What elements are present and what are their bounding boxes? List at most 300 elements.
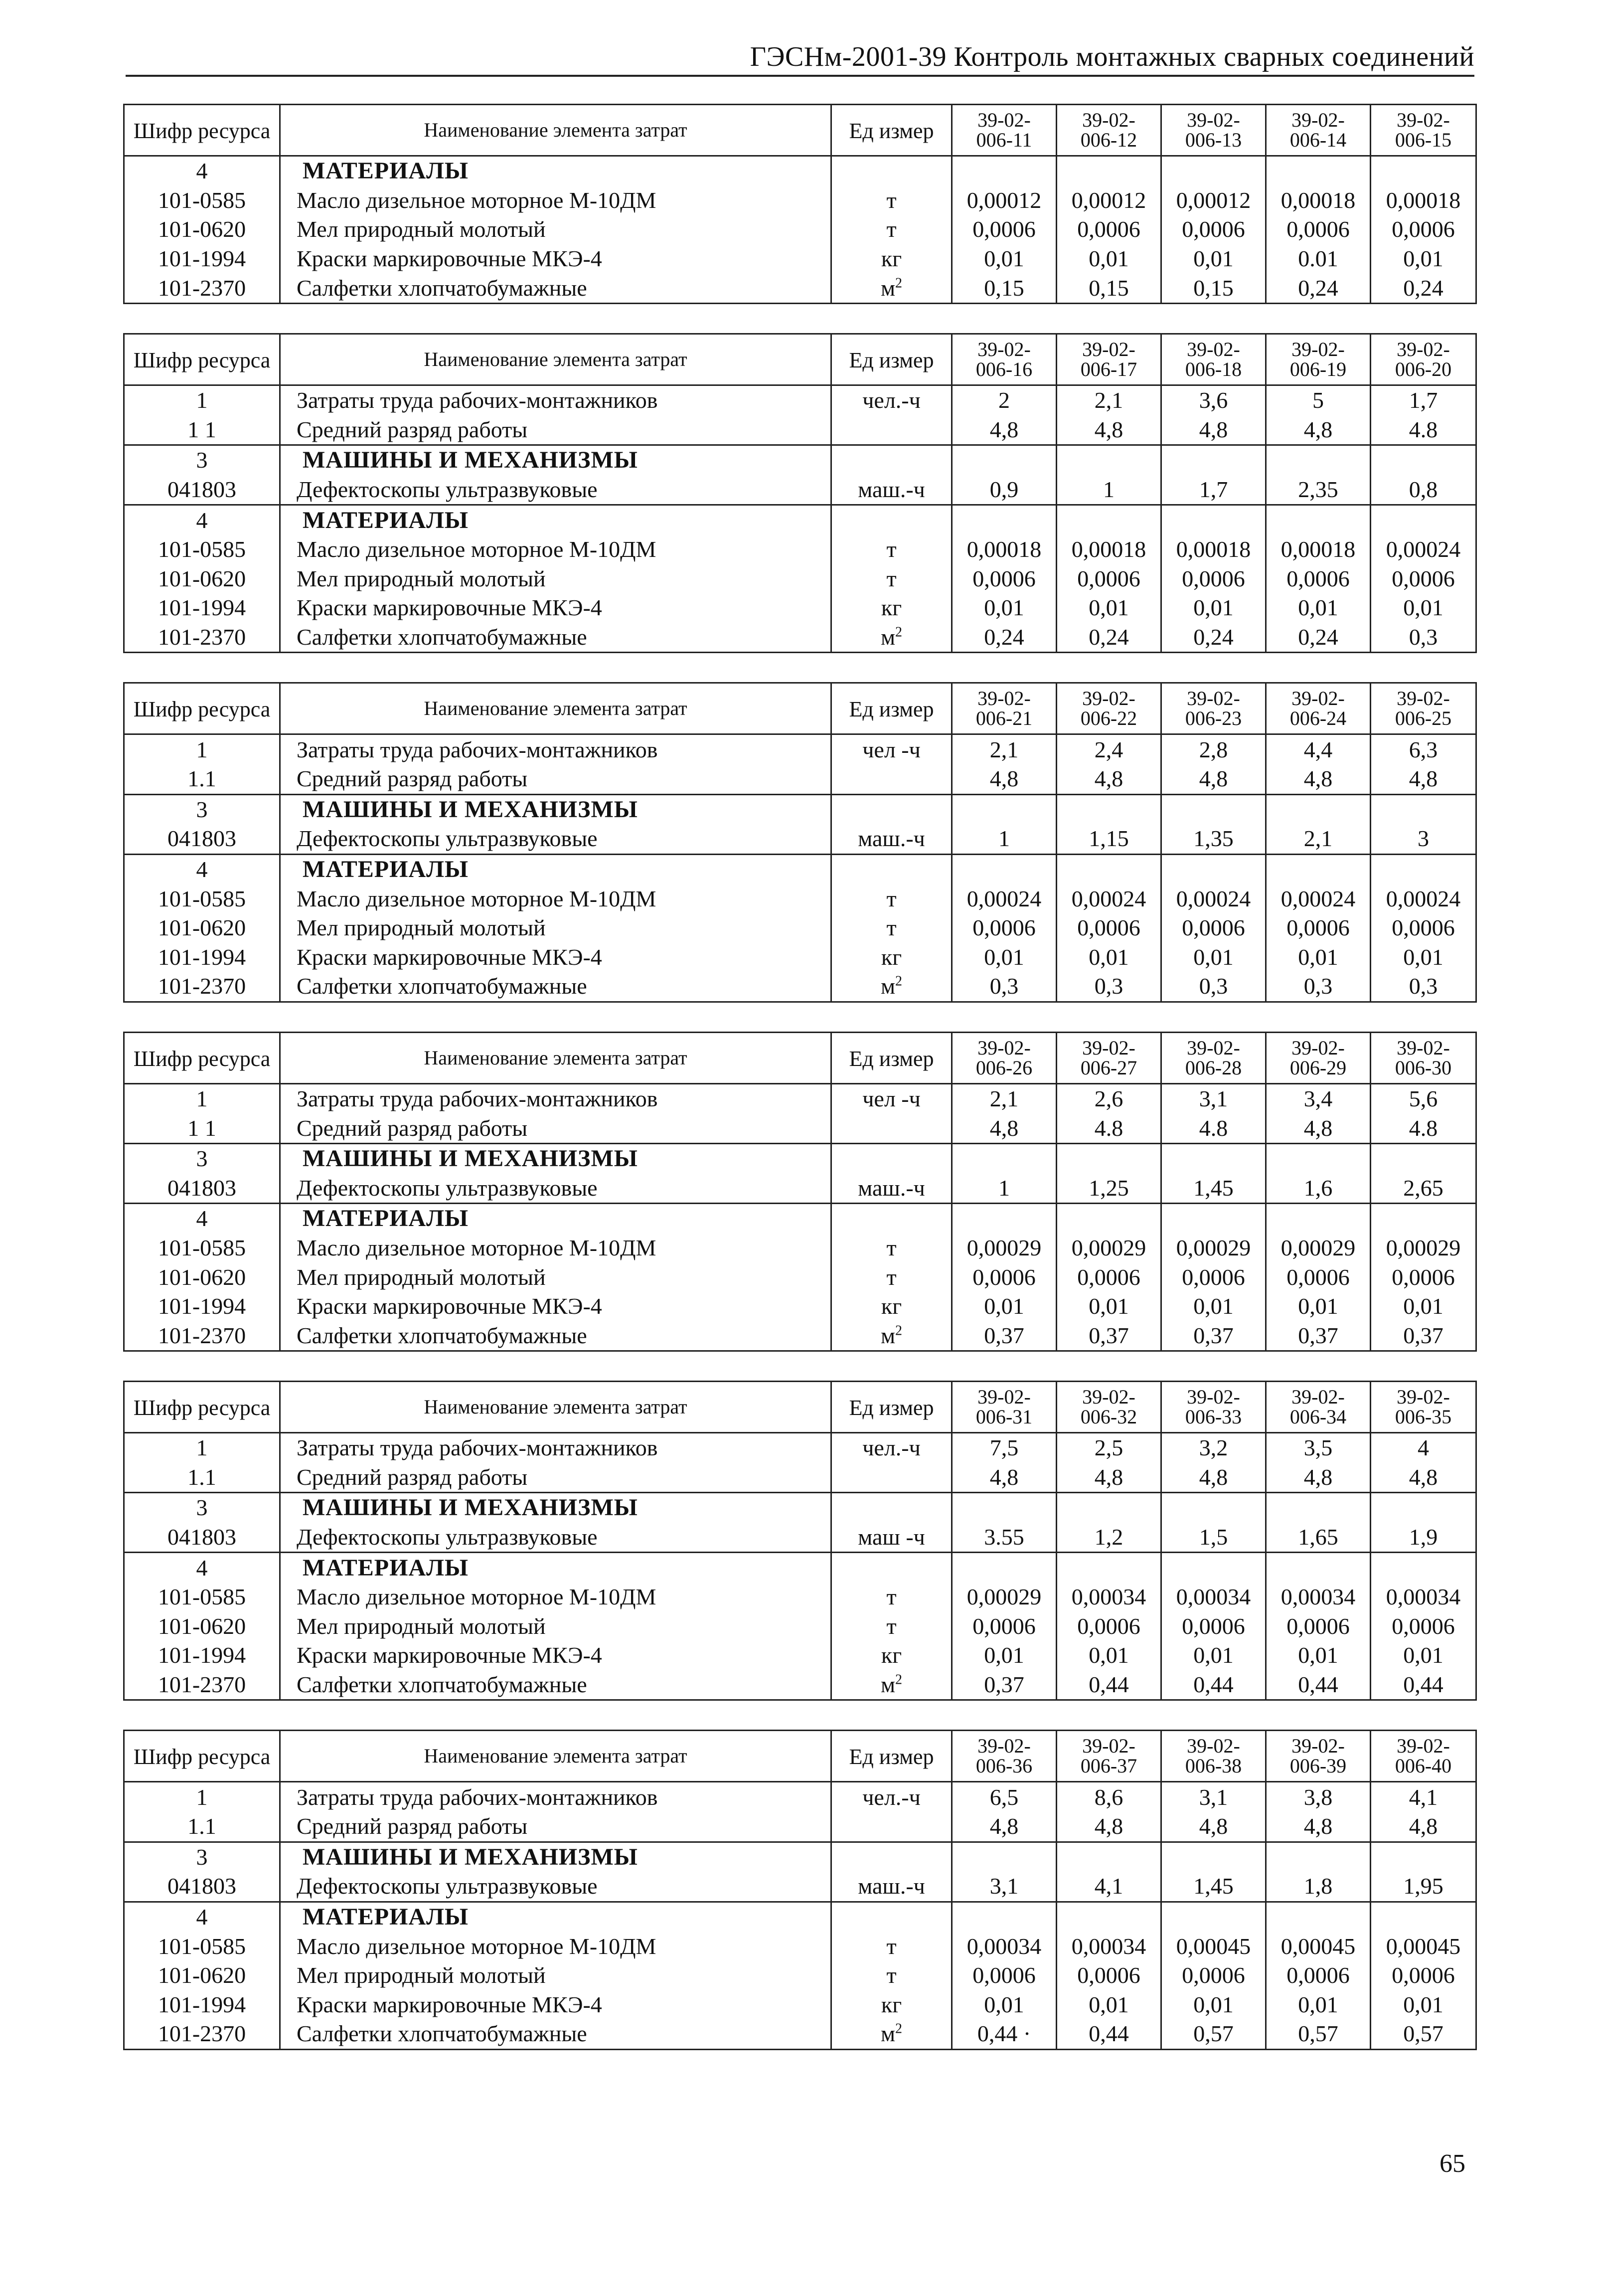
value-cell: 4,8: [1057, 1463, 1161, 1493]
value-cell: [1161, 505, 1266, 535]
column-header-name: Наименование элемента затрат: [280, 334, 831, 385]
value-cell: 0,44: [1371, 1670, 1476, 1700]
column-header-norm-code: [952, 1382, 1057, 1433]
table-row: [124, 1173, 1476, 1203]
norm-code-line: 006-13: [1185, 129, 1242, 151]
resource-name: Мел природный молотый: [280, 1961, 831, 1990]
value-cell: 3,6: [1161, 385, 1266, 415]
value-cell: 0,00024: [1057, 884, 1161, 913]
value-cell: [1161, 1493, 1266, 1523]
value-cell: 0,0006: [1266, 913, 1371, 943]
value-cell: 0,00045: [1161, 1932, 1266, 1961]
value-cell: 0,37: [1371, 1321, 1476, 1351]
value-cell: 7,5: [952, 1433, 1057, 1463]
norm-code-line: 39-02-: [1082, 109, 1135, 131]
value-cell: 5,6: [1371, 1083, 1476, 1113]
value-cell: 0,01: [1266, 1641, 1371, 1670]
table-row: [124, 593, 1476, 623]
value-cell: 0,01: [952, 1641, 1057, 1670]
value-cell: 0,0006: [952, 564, 1057, 594]
table-row: [124, 623, 1476, 653]
value-cell: 0,0006: [1161, 1612, 1266, 1641]
table-row: [124, 1782, 1476, 1812]
value-cell: 4,8: [1057, 1812, 1161, 1842]
norm-code-line: 39-02-: [1187, 338, 1240, 360]
column-header-norm-code: [1161, 105, 1266, 156]
value-cell: 4.8: [1161, 1113, 1266, 1143]
norm-code-line: 39-02-: [1187, 1735, 1240, 1758]
section-title: МАТЕРИАЛЫ: [280, 156, 831, 186]
value-cell: 1,15: [1057, 824, 1161, 854]
column-header-unit: Ед измер: [831, 1731, 952, 1782]
value-cell: 3,1: [1161, 1083, 1266, 1113]
value-cell: 0,0006: [1371, 913, 1476, 943]
unit-cell: [831, 734, 952, 764]
section-row: [124, 1493, 1476, 1523]
value-cell: 0,01: [1057, 942, 1161, 972]
resource-table: [123, 1730, 1477, 2050]
value-cell: 0,15: [1057, 273, 1161, 303]
resource-name: Масло дизельное моторное М-10ДМ: [280, 1234, 831, 1263]
value-cell: 0,0006: [1266, 564, 1371, 594]
value-cell: 3,4: [1266, 1083, 1371, 1113]
value-cell: 0,37: [1161, 1321, 1266, 1351]
table-row: [124, 913, 1476, 943]
table-row: [124, 1641, 1476, 1670]
table-row: [124, 1523, 1476, 1553]
value-cell: 3,5: [1266, 1433, 1371, 1463]
value-cell: 0,15: [952, 273, 1057, 303]
norm-code-line: 006-40: [1395, 1755, 1452, 1777]
value-cell: 0,9: [952, 475, 1057, 505]
resource-code: 1 1: [124, 1113, 280, 1143]
norm-code-line: 39-02-: [1187, 1036, 1240, 1059]
value-cell: [1057, 1553, 1161, 1583]
unit-cell: [831, 244, 952, 274]
table-row: [124, 764, 1476, 794]
unit-text: т: [886, 565, 897, 591]
column-header-name: Наименование элемента затрат: [280, 105, 831, 156]
norm-code-line: 39-02-: [1082, 1036, 1135, 1059]
value-cell: 0,01: [952, 593, 1057, 623]
section-row: [124, 1553, 1476, 1583]
value-cell: 0,00024: [1371, 884, 1476, 913]
value-cell: 0,0006: [1266, 1262, 1371, 1292]
table-row: [124, 1990, 1476, 2020]
resource-code: 101-2370: [124, 1321, 280, 1351]
value-cell: 0,01: [1161, 1292, 1266, 1321]
table-row: [124, 1463, 1476, 1493]
resource-name: Дефектоскопы ультразвуковые: [280, 1173, 831, 1203]
unit-cell: [831, 593, 952, 623]
unit-text: кг: [881, 1642, 902, 1668]
unit-cell: [831, 824, 952, 854]
value-cell: 4,8: [1266, 1812, 1371, 1842]
norm-code-line: 39-02-: [977, 109, 1031, 131]
norm-code-line: 006-22: [1080, 707, 1137, 730]
table-row: [124, 1961, 1476, 1990]
unit-text: м: [880, 275, 896, 301]
table-row: [124, 415, 1476, 445]
unit-superscript: 2: [895, 2021, 903, 2037]
column-header-norm-code: [1057, 1731, 1161, 1782]
value-cell: 0,00018: [1266, 186, 1371, 215]
value-cell: 0,01: [1371, 244, 1476, 274]
value-cell: 0,01: [952, 244, 1057, 274]
value-cell: 3,1: [952, 1872, 1057, 1902]
resource-name: Затраты труда рабочих-монтажников: [280, 1433, 831, 1463]
unit-cell: [831, 215, 952, 244]
value-cell: 0,00029: [1266, 1234, 1371, 1263]
value-cell: 5: [1266, 385, 1371, 415]
resource-name: Мел природный молотый: [280, 564, 831, 594]
unit-cell: [831, 1113, 952, 1143]
norm-code-line: 006-24: [1289, 707, 1347, 730]
value-cell: [952, 1143, 1057, 1173]
unit-text: т: [886, 1584, 897, 1610]
resource-code: 101-1994: [124, 1292, 280, 1321]
value-cell: [1057, 1902, 1161, 1932]
norm-code-line: 39-02-: [977, 1036, 1031, 1059]
column-header-code: Шифр ресурса: [124, 1032, 280, 1083]
value-cell: 0,00034: [1057, 1932, 1161, 1961]
column-header-norm-code: [1057, 105, 1161, 156]
value-cell: [1371, 854, 1476, 884]
resource-code: 101-0585: [124, 535, 280, 564]
unit-text: маш.-ч: [858, 1175, 925, 1201]
resource-name: Средний разряд работы: [280, 1812, 831, 1842]
value-cell: [1057, 1204, 1161, 1234]
page-header-title: ГЭСНм-2001-39 Контроль монтажных сварных соединений: [750, 41, 1474, 72]
norm-code-line: 39-02-: [977, 687, 1031, 710]
resource-code: 3: [124, 445, 280, 475]
value-cell: [952, 1204, 1057, 1234]
value-cell: 0,24: [1371, 273, 1476, 303]
table-row: [124, 385, 1476, 415]
table-row: [124, 734, 1476, 764]
value-cell: 0,0006: [1161, 913, 1266, 943]
unit-text: м: [880, 1672, 896, 1698]
value-cell: [1266, 1143, 1371, 1173]
resource-code: 1.1: [124, 1463, 280, 1493]
column-header-norm-code: [1161, 683, 1266, 734]
value-cell: 0,57: [1266, 2019, 1371, 2049]
value-cell: 2,1: [952, 1083, 1057, 1113]
unit-cell: [831, 854, 952, 884]
norm-code-line: 39-02-: [1291, 1735, 1345, 1758]
value-cell: 2,35: [1266, 475, 1371, 505]
table-row: [124, 1113, 1476, 1143]
norm-code-line: 39-02-: [1397, 1386, 1450, 1408]
value-cell: 0,57: [1371, 2019, 1476, 2049]
section-row: [124, 1204, 1476, 1234]
column-header-norm-code: [1161, 1382, 1266, 1433]
resource-code: 041803: [124, 1872, 280, 1902]
norm-code-line: 006-36: [975, 1755, 1033, 1777]
value-cell: [1057, 156, 1161, 186]
norm-code-line: 006-26: [975, 1056, 1033, 1079]
table-row: [124, 1612, 1476, 1641]
value-cell: 4,8: [1266, 415, 1371, 445]
value-cell: 0,0006: [1371, 1961, 1476, 1990]
resource-name: Краски маркировочные МКЭ-4: [280, 1990, 831, 2020]
resource-code: 101-0585: [124, 1583, 280, 1612]
value-cell: 2,1: [1266, 824, 1371, 854]
value-cell: 3.55: [952, 1523, 1057, 1553]
value-cell: 4,4: [1266, 734, 1371, 764]
value-cell: 0,8: [1371, 475, 1476, 505]
value-cell: 4,8: [1161, 1463, 1266, 1493]
column-header-name: Наименование элемента затрат: [280, 1731, 831, 1782]
column-header-code: Шифр ресурса: [124, 334, 280, 385]
value-cell: 0,01: [1266, 942, 1371, 972]
unit-text: чел.-ч: [862, 1784, 921, 1810]
unit-cell: [831, 1872, 952, 1902]
value-cell: [952, 854, 1057, 884]
value-cell: 0,01: [1371, 1990, 1476, 2020]
unit-cell: [831, 1670, 952, 1700]
section-title: МАТЕРИАЛЫ: [280, 854, 831, 884]
value-cell: 0,00034: [1161, 1583, 1266, 1612]
value-cell: 4,8: [1371, 1812, 1476, 1842]
unit-cell: [831, 2019, 952, 2049]
value-cell: 1,5: [1161, 1523, 1266, 1553]
table-row: [124, 1812, 1476, 1842]
value-cell: 4,8: [952, 1812, 1057, 1842]
value-cell: 0,0006: [952, 1961, 1057, 1990]
norm-code-line: 39-02-: [1291, 109, 1345, 131]
unit-text: маш.-ч: [858, 826, 925, 852]
value-cell: 2,1: [1057, 385, 1161, 415]
value-cell: 4,8: [1161, 415, 1266, 445]
resource-name: Затраты труда рабочих-монтажников: [280, 1782, 831, 1812]
norm-code-line: 006-31: [975, 1406, 1033, 1428]
value-cell: 1,7: [1371, 385, 1476, 415]
value-cell: 4,1: [1371, 1782, 1476, 1812]
unit-cell: [831, 505, 952, 535]
value-cell: [1161, 156, 1266, 186]
value-cell: [1266, 445, 1371, 475]
value-cell: 0,01: [1371, 593, 1476, 623]
value-cell: 4,8: [1161, 1812, 1266, 1842]
resource-code: 101-0620: [124, 215, 280, 244]
resource-code: 101-0585: [124, 884, 280, 913]
unit-text: м: [880, 973, 896, 999]
unit-cell: [831, 1990, 952, 2020]
value-cell: [1371, 1143, 1476, 1173]
value-cell: [1266, 505, 1371, 535]
value-cell: 0,00034: [1371, 1583, 1476, 1612]
column-header-name: Наименование элемента затрат: [280, 683, 831, 734]
unit-text: маш -ч: [858, 1524, 925, 1550]
resource-name: Затраты труда рабочих-монтажников: [280, 734, 831, 764]
resource-code: 1: [124, 1433, 280, 1463]
resource-name: Краски маркировочные МКЭ-4: [280, 593, 831, 623]
unit-text: т: [886, 885, 897, 911]
norm-code-line: 39-02-: [1082, 338, 1135, 360]
resource-code: 1: [124, 1782, 280, 1812]
norm-code-line: 006-30: [1395, 1056, 1452, 1079]
value-cell: [1371, 1204, 1476, 1234]
value-cell: 0,01: [1161, 1990, 1266, 2020]
resource-code: 1: [124, 1083, 280, 1113]
value-cell: 1,6: [1266, 1173, 1371, 1203]
unit-cell: [831, 1553, 952, 1583]
norm-code-line: 39-02-: [1082, 1386, 1135, 1408]
value-cell: [1266, 156, 1371, 186]
unit-cell: [831, 186, 952, 215]
resource-code: 101-0620: [124, 913, 280, 943]
unit-cell: [831, 1463, 952, 1493]
value-cell: 0,00034: [1266, 1583, 1371, 1612]
value-cell: [1266, 1204, 1371, 1234]
resource-code: 4: [124, 156, 280, 186]
unit-cell: [831, 884, 952, 913]
unit-text: т: [886, 1613, 897, 1639]
norm-code-line: 39-02-: [1397, 1036, 1450, 1059]
norm-code-line: 006-33: [1185, 1406, 1242, 1428]
unit-text: т: [886, 536, 897, 562]
norm-code-line: 39-02-: [1397, 1735, 1450, 1758]
value-cell: 4,8: [952, 1463, 1057, 1493]
resource-name: Дефектоскопы ультразвуковые: [280, 475, 831, 505]
value-cell: [952, 1842, 1057, 1872]
unit-cell: [831, 385, 952, 415]
value-cell: 0,01: [952, 1990, 1057, 2020]
column-header-name: Наименование элемента затрат: [280, 1032, 831, 1083]
resource-name: Мел природный молотый: [280, 215, 831, 244]
value-cell: [952, 1553, 1057, 1583]
table-header-row: [124, 105, 1476, 156]
resource-code: 4: [124, 1553, 280, 1583]
norm-code-line: 006-16: [975, 357, 1033, 380]
value-cell: 0,37: [1057, 1321, 1161, 1351]
norm-code-line: 006-27: [1080, 1056, 1137, 1079]
unit-cell: [831, 1782, 952, 1812]
section-title: МАШИНЫ И МЕХАНИЗМЫ: [280, 1842, 831, 1872]
value-cell: 1,25: [1057, 1173, 1161, 1203]
table-row: [124, 535, 1476, 564]
value-cell: 0,00018: [1371, 186, 1476, 215]
resource-name: Мел природный молотый: [280, 1262, 831, 1292]
table-header-row: [124, 1382, 1476, 1433]
value-cell: 0,00034: [1057, 1583, 1161, 1612]
unit-cell: [831, 1493, 952, 1523]
value-cell: 4: [1371, 1433, 1476, 1463]
value-cell: 0,44 ·: [952, 2019, 1057, 2049]
value-cell: [952, 156, 1057, 186]
unit-cell: [831, 972, 952, 1002]
norm-code-line: 006-32: [1080, 1406, 1137, 1428]
column-header-norm-code: [1161, 1731, 1266, 1782]
value-cell: [1161, 1842, 1266, 1872]
value-cell: [1057, 1842, 1161, 1872]
unit-cell: [831, 475, 952, 505]
unit-text: т: [886, 216, 897, 242]
resource-name: Масло дизельное моторное М-10ДМ: [280, 1583, 831, 1612]
table-header-row: [124, 1032, 1476, 1083]
value-cell: 2,5: [1057, 1433, 1161, 1463]
resource-name: Масло дизельное моторное М-10ДМ: [280, 186, 831, 215]
norm-code-line: 006-23: [1185, 707, 1242, 730]
value-cell: 0,00029: [1057, 1234, 1161, 1263]
section-row: [124, 505, 1476, 535]
section-title: МАШИНЫ И МЕХАНИЗМЫ: [280, 1493, 831, 1523]
value-cell: 0,0006: [952, 1262, 1057, 1292]
section-title: МАТЕРИАЛЫ: [280, 505, 831, 535]
column-header-code: Шифр ресурса: [124, 1382, 280, 1433]
value-cell: 1,95: [1371, 1872, 1476, 1902]
value-cell: [1266, 854, 1371, 884]
value-cell: 0,24: [1057, 623, 1161, 653]
column-header-code: Шифр ресурса: [124, 1731, 280, 1782]
resource-name: Салфетки хлопчатобумажные: [280, 1670, 831, 1700]
unit-cell: [831, 1262, 952, 1292]
norm-code-line: 006-38: [1185, 1755, 1242, 1777]
column-header-norm-code: [1371, 1032, 1476, 1083]
unit-superscript: 2: [895, 1323, 903, 1339]
resource-code: 101-0585: [124, 186, 280, 215]
value-cell: 0,00029: [1161, 1234, 1266, 1263]
value-cell: 0,3: [1266, 972, 1371, 1002]
value-cell: 0,37: [952, 1670, 1057, 1700]
column-header-unit: Ед измер: [831, 1032, 952, 1083]
value-cell: 0,0006: [1057, 913, 1161, 943]
value-cell: 0.01: [1266, 244, 1371, 274]
column-header-norm-code: [1266, 1382, 1371, 1433]
resource-code: 101-0620: [124, 1262, 280, 1292]
value-cell: 0,00024: [1371, 535, 1476, 564]
value-cell: 4,8: [1266, 1463, 1371, 1493]
value-cell: [952, 1493, 1057, 1523]
value-cell: 0,01: [1057, 1641, 1161, 1670]
resource-name: Дефектоскопы ультразвуковые: [280, 1523, 831, 1553]
resource-code: 1.1: [124, 764, 280, 794]
column-header-norm-code: [1057, 334, 1161, 385]
column-header-norm-code: [1371, 105, 1476, 156]
value-cell: 1: [952, 824, 1057, 854]
value-cell: [1161, 854, 1266, 884]
resource-name: Дефектоскопы ультразвуковые: [280, 824, 831, 854]
resource-code: 101-1994: [124, 942, 280, 972]
norm-code-line: 39-02-: [977, 1735, 1031, 1758]
value-cell: [1371, 1553, 1476, 1583]
table-row: [124, 1433, 1476, 1463]
unit-text: кг: [881, 944, 902, 970]
value-cell: 0,00018: [1057, 535, 1161, 564]
unit-text: маш.-ч: [858, 477, 925, 503]
value-cell: 4,8: [1161, 764, 1266, 794]
resource-code: 1: [124, 385, 280, 415]
resource-name: Краски маркировочные МКЭ-4: [280, 1641, 831, 1670]
value-cell: [1371, 445, 1476, 475]
unit-cell: [831, 1234, 952, 1263]
column-header-norm-code: [1371, 1731, 1476, 1782]
resource-name: Краски маркировочные МКЭ-4: [280, 1292, 831, 1321]
resource-code: 101-2370: [124, 972, 280, 1002]
unit-text: т: [886, 187, 897, 213]
value-cell: 0,01: [1057, 1292, 1161, 1321]
table-row: [124, 1872, 1476, 1902]
value-cell: 0,01: [1161, 593, 1266, 623]
table-row: [124, 1932, 1476, 1961]
table-row: [124, 824, 1476, 854]
value-cell: 1,8: [1266, 1872, 1371, 1902]
value-cell: 0,0006: [1161, 1961, 1266, 1990]
value-cell: 4,8: [1266, 1113, 1371, 1143]
value-cell: [1266, 1493, 1371, 1523]
value-cell: 0,00024: [952, 884, 1057, 913]
